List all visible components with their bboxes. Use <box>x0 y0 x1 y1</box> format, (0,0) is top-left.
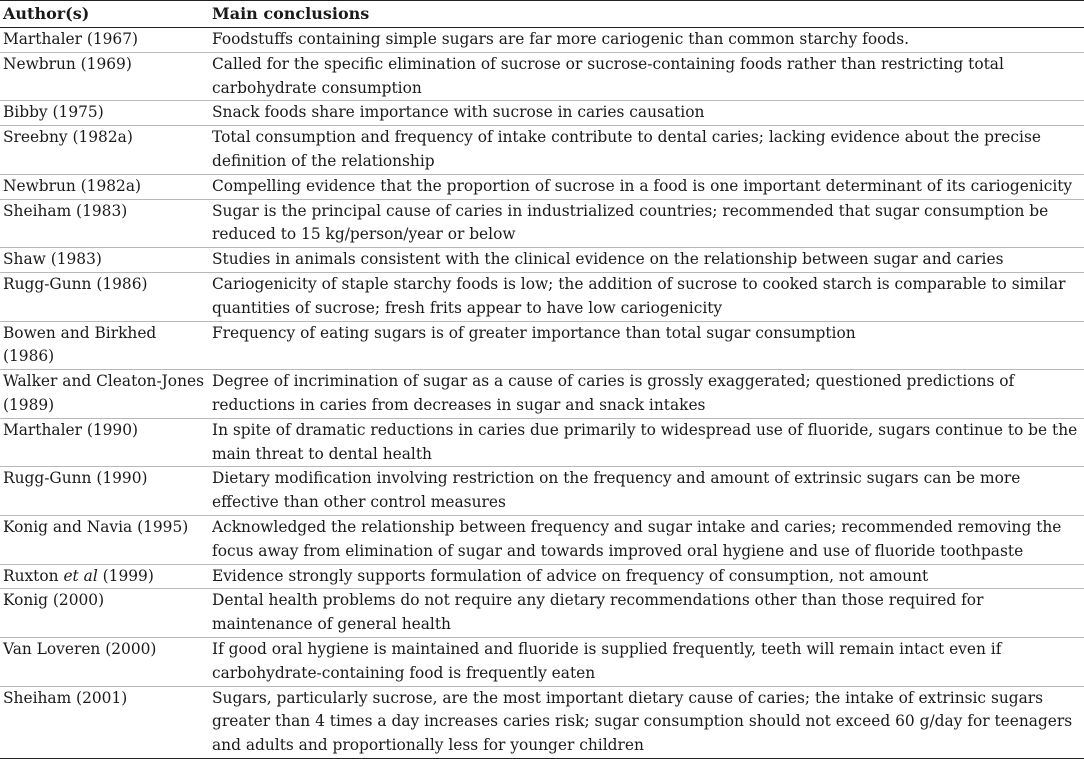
author-year: (1999) <box>102 566 154 585</box>
author-cell: Marthaler (1967) <box>3 30 139 48</box>
header-row <box>0 1 1084 28</box>
table-row <box>0 126 1084 175</box>
author-cell: Sheiham (2001) <box>3 688 128 707</box>
author-column-header: Author(s) <box>3 4 90 23</box>
conclusion-cell: Dietary modification involving restriction on the frequency and amount of extrinsic sugars can be more effective than other control measures <box>212 469 1021 512</box>
conclusion-cell: Sugar is the principal cause of caries in industrialized countries; recommended that sugar consumption be reduced to 15 kg/person/year or below <box>212 201 1049 244</box>
author-cell: Shaw (1983) <box>3 250 102 269</box>
table-row <box>0 28 1084 53</box>
table-row <box>0 467 1084 516</box>
author-cell: Konig and Navia (1995) <box>3 517 189 536</box>
conclusion-cell: In spite of dramatic reductions in caries due primarily to widespread use of fluoride, sugars continue to be the main threat to dental health <box>212 420 1078 463</box>
author-cell: Marthaler (1990) <box>3 420 139 439</box>
author-cell: Rugg-Gunn (1986) <box>3 274 148 293</box>
table-row <box>0 52 1084 101</box>
table-row <box>0 589 1084 638</box>
conclusion-cell: If good oral hygiene is maintained and fluoride is supplied frequently, teeth will remain intact even if carbohydrate-containing food is frequently eaten <box>212 639 1002 682</box>
author-cell: Sheiham (1983) <box>3 201 128 220</box>
table-row <box>0 686 1084 758</box>
conclusion-cell: Cariogenicity of staple starchy foods is low; the addition of sucrose to cooked starch is comparable to similar quantities of sucrose; fresh frits appear to have low cariogenicity <box>212 274 1066 317</box>
conclusion-cell: Studies in animals consistent with the clinical evidence on the relationship between sugar and caries <box>212 250 1004 269</box>
conclusion-cell: Evidence strongly supports formulation of advice on frequency of consumption, not amount <box>212 566 929 585</box>
author-cell: Rugg-Gunn (1990) <box>3 469 148 488</box>
table-row <box>0 564 1084 589</box>
table-row <box>0 515 1084 564</box>
table-row <box>0 174 1084 199</box>
conclusion-cell: Dental health problems do not require any dietary recommendations other than those required for maintenance of general health <box>212 591 984 634</box>
author-name: Ruxton <box>3 566 59 585</box>
author-cell: Newbrun (1969) <box>3 54 132 73</box>
conclusion-cell: Acknowledged the relationship between frequency and sugar intake and caries; recommended removing the focus away from elimination of sugar and towards improved oral hygiene and use of fluoride toothpaste <box>212 517 1062 560</box>
author-cell: Bibby (1975) <box>3 103 104 122</box>
table-row <box>0 321 1084 370</box>
conclusions-column-header: Main conclusions <box>212 4 370 23</box>
author-cell <box>0 564 208 589</box>
table-row <box>0 418 1084 467</box>
table-row <box>0 637 1084 686</box>
conclusion-cell: Snack foods share importance with sucrose in caries causation <box>212 103 705 122</box>
author-cell: Newbrun (1982a) <box>3 176 142 195</box>
conclusion-cell: Foodstuffs containing simple sugars are far more cariogenic than common starchy foods. <box>212 30 910 48</box>
author-cell: Bowen and Birkhed (1986) <box>3 323 157 366</box>
conclusion-cell: Total consumption and frequency of intake contribute to dental caries; lacking evidence about the precise definition of the relationship <box>212 128 1041 170</box>
conclusion-cell: Frequency of eating sugars is of greater importance than total sugar consumption <box>212 323 856 342</box>
conclusion-cell: Sugars, particularly sucrose, are the most important dietary cause of caries; the intake of extrinsic sugars greater than 4 times a day increases caries risk; sugar consumption should not exceed 60 g/day for teenagers and adults and proportionally less for younger children <box>212 688 1073 755</box>
author-cell: Walker and Cleaton-Jones (1989) <box>3 372 204 414</box>
author-cell: Sreebny (1982a) <box>3 128 133 147</box>
conclusion-cell: Called for the specific elimination of sucrose or sucrose-containing foods rather than restricting total carbohydrate consumption <box>212 54 1004 97</box>
conclusion-cell: Compelling evidence that the proportion of sucrose in a food is one important determinant of its cariogenicity <box>212 176 1073 195</box>
table-row <box>0 370 1084 419</box>
table-row <box>0 199 1084 248</box>
table-row <box>0 272 1084 321</box>
author-etal: et al <box>63 566 98 585</box>
table-row <box>0 101 1084 126</box>
table-row <box>0 248 1084 273</box>
author-cell: Van Loveren (2000) <box>3 639 157 658</box>
author-cell: Konig (2000) <box>3 591 105 610</box>
conclusion-cell: Degree of incrimination of sugar as a cause of caries is grossly exaggerated; questioned predictions of reductions in caries from decreases in sugar and snack intakes <box>212 372 1015 414</box>
